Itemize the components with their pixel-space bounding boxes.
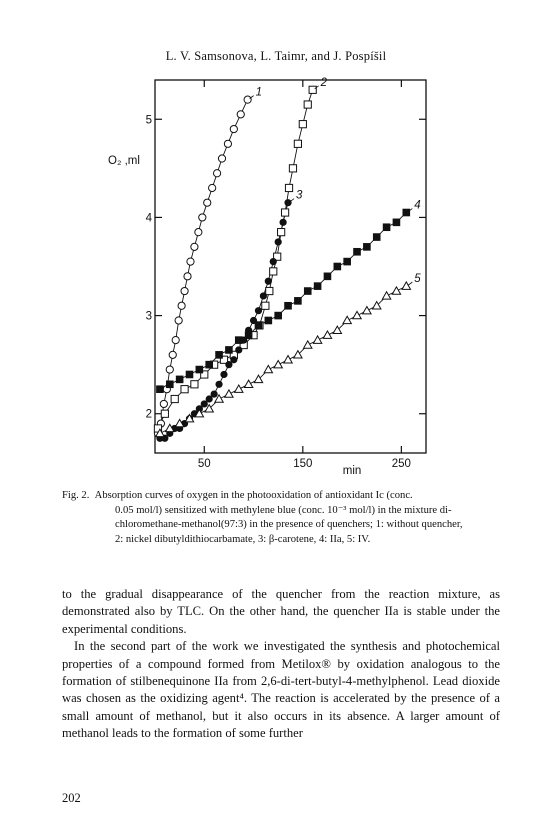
point-series-4: [186, 371, 194, 379]
point-series-3: [211, 391, 218, 398]
point-series-4: [373, 233, 381, 241]
y-tick-label: 4: [145, 212, 152, 225]
y-tick-label: 3: [145, 310, 152, 323]
point-series-4: [196, 366, 204, 374]
point-series-2: [181, 386, 188, 393]
series-label-4: 4: [414, 199, 421, 212]
point-series-4: [255, 322, 263, 330]
point-series-3: [270, 258, 277, 265]
point-series-2: [278, 229, 285, 236]
chart-marks: [154, 86, 410, 442]
caption-line: chloromethane-methanol(97:3) in the presence of quenchers; 1: without quencher,: [115, 519, 463, 530]
point-series-4: [176, 376, 184, 384]
point-series-5: [323, 331, 331, 338]
point-series-4: [343, 258, 351, 266]
series-label-1: 1: [255, 86, 263, 99]
point-series-1: [160, 400, 167, 407]
point-series-5: [284, 356, 292, 363]
point-series-2: [281, 209, 288, 216]
series-label-leader-3: [290, 199, 294, 202]
point-series-1: [184, 273, 191, 280]
point-series-5: [363, 306, 371, 313]
point-series-1: [187, 258, 194, 265]
point-series-2: [191, 381, 198, 388]
point-series-1: [218, 155, 225, 162]
point-series-1: [175, 317, 182, 324]
point-series-4: [363, 243, 371, 251]
point-series-2: [161, 410, 168, 417]
point-series-3: [235, 346, 242, 353]
point-series-3: [220, 371, 227, 378]
point-series-4: [235, 336, 243, 344]
y-axis-label: O₂ ,ml: [108, 155, 140, 167]
point-series-1: [237, 111, 244, 118]
caption-label: Fig. 2.: [62, 490, 90, 501]
point-series-4: [304, 287, 312, 295]
point-series-5: [353, 311, 361, 318]
point-series-1: [244, 96, 251, 103]
point-series-3: [215, 381, 222, 388]
point-series-5: [313, 336, 321, 343]
point-series-4: [353, 248, 361, 256]
y-tick-label: 5: [145, 114, 152, 127]
point-series-1: [195, 229, 202, 236]
point-series-5: [392, 287, 400, 294]
point-series-4: [156, 385, 164, 393]
caption-line: 2: nickel dibutyldithiocarbamate, 3: β-carotene, 4: IIa, 5: IV.: [115, 533, 371, 545]
x-tick-label: 250: [391, 458, 411, 470]
point-series-2: [309, 86, 316, 93]
point-series-2: [262, 302, 269, 309]
point-series-2: [294, 140, 301, 147]
point-series-2: [270, 268, 277, 275]
y-tick-label: 2: [145, 408, 152, 421]
series-label-2: 2: [320, 76, 328, 89]
x-tick-label: 150: [293, 458, 313, 470]
running-header: L. V. Samsonova, L. Taimr, and J. Pospíšil: [165, 49, 387, 63]
point-series-5: [244, 380, 252, 387]
point-series-4: [334, 263, 342, 271]
paragraph: In the second part of the work we investigated the synthesis and photochemical properties of a compound formed from Metilox® by oxidation analogous to the formation of stilbenequinone IIa from 2,6-di-tert-butyl-4-methylphenol. Lead dioxide was chosen as the oxidizing agent⁴. The reaction is accelerated by the presence of a small amount of methanol, but it also occurs in its absence. A larger amount of methanol leads to the formation of some further: [62, 639, 500, 741]
point-series-4: [294, 297, 302, 305]
point-series-1: [181, 287, 188, 294]
point-series-5: [274, 360, 282, 367]
point-series-2: [285, 184, 292, 191]
x-tick-label: 50: [197, 458, 211, 470]
point-series-3: [265, 278, 272, 285]
caption-line: 0.05 mol/l) sensitized with methylene blue (conc. 10⁻³ mol/l) in the mixture di-: [115, 504, 452, 516]
point-series-2: [299, 121, 306, 128]
figure-caption: [62, 489, 502, 547]
point-series-2: [289, 165, 296, 172]
point-series-5: [382, 292, 390, 299]
point-series-1: [191, 243, 198, 250]
point-series-3: [275, 238, 282, 245]
page-number: 202: [62, 791, 81, 805]
point-series-4: [284, 302, 292, 310]
point-series-3: [280, 219, 287, 226]
point-series-1: [204, 199, 211, 206]
point-series-5: [225, 390, 233, 397]
chart-axes: [155, 80, 426, 453]
point-series-4: [166, 380, 174, 388]
series-label-leader-5: [408, 282, 412, 285]
point-series-4: [274, 312, 282, 320]
point-series-3: [284, 199, 291, 206]
body-text: [62, 586, 500, 743]
point-series-3: [230, 356, 237, 363]
point-series-4: [393, 219, 401, 227]
paragraph: to the gradual disappearance of the quencher from the reaction mixture, as demonstrated also by TLC. On the other hand, the quencher IIa is stable under the experimental conditions.: [62, 587, 500, 636]
point-series-4: [383, 223, 391, 231]
point-series-1: [213, 170, 220, 177]
point-series-5: [343, 316, 351, 323]
point-series-4: [215, 351, 223, 359]
point-series-2: [304, 101, 311, 108]
point-series-2: [266, 287, 273, 294]
point-series-1: [209, 184, 216, 191]
point-series-4: [225, 346, 233, 354]
x-axis-label: min: [342, 465, 362, 477]
point-series-4: [324, 273, 332, 281]
caption-first-line: Absorption curves of oxygen in the photooxidation of antioxidant Ic (conc.: [94, 490, 413, 501]
point-series-1: [166, 366, 173, 373]
point-series-1: [178, 302, 185, 309]
point-series-3: [255, 307, 262, 314]
series-label-5: 5: [414, 273, 421, 286]
point-series-3: [260, 292, 267, 299]
point-series-5: [402, 282, 410, 289]
point-series-5: [264, 365, 272, 372]
series-label-3: 3: [296, 189, 303, 202]
point-series-5: [235, 385, 243, 392]
point-series-1: [172, 337, 179, 344]
point-series-1: [169, 351, 176, 358]
point-series-1: [230, 125, 237, 132]
point-series-4: [205, 361, 213, 369]
point-series-1: [224, 140, 231, 147]
point-series-1: [199, 214, 206, 221]
point-series-4: [402, 209, 410, 217]
point-series-4: [265, 317, 273, 325]
point-series-2: [171, 395, 178, 402]
plot-frame: [155, 80, 426, 453]
point-series-4: [314, 282, 322, 290]
point-series-4: [245, 331, 253, 339]
point-series-5: [304, 341, 312, 348]
